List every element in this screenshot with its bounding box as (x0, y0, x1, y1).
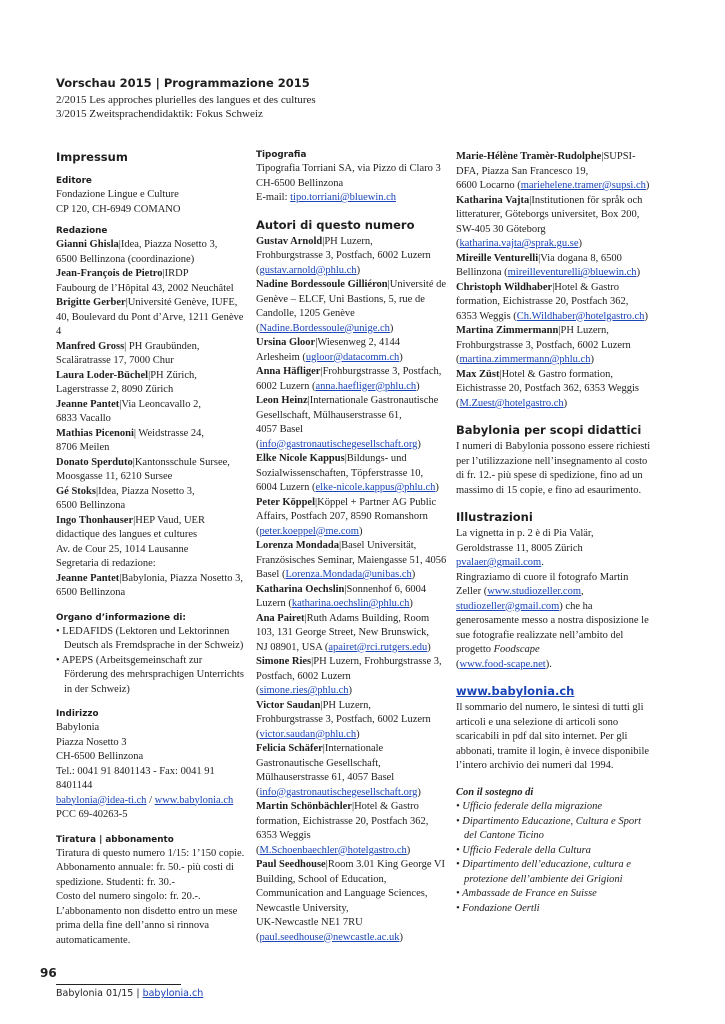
author-email-link[interactable]: info@gastronautischegesellschaft.org (259, 786, 418, 798)
sostegno-item: • Dipartimento dell’educazione, cultura e protezione dell’ambiente dei Grigioni (456, 859, 631, 885)
author-address: PH Luzern, Frohburgstrasse 3, Postfach, 6002 Luzern (256, 699, 431, 725)
illustrazioni-text-part: Ringraziamo di cuore il fotografo Martin Zeller ( (456, 571, 629, 597)
author-email-link[interactable]: ugloor@datacomm.ch (305, 351, 400, 363)
project-name: Foodscape (493, 644, 540, 655)
illustrazioni-text-part: . (541, 557, 544, 568)
redazione-list (56, 238, 246, 557)
indirizzo-label: Indirizzo (56, 709, 99, 719)
segretaria-line: Segretaria di redazione: (56, 558, 156, 569)
author-address: Hotel & Gastro formation, Eichistrasse 20, Postfach 362, 6353 Weggis (256, 801, 429, 841)
author-entry: Max Züst|Hotel & Gastro formation, Eichistrasse 20, Postfach 362, 6353 Weggis (M.Zuest@hotelgastro.ch) (456, 368, 639, 409)
illustrazioni-text-part: , (581, 586, 584, 597)
sostegno-item: • Ambassade de France en Suisse (456, 888, 597, 899)
redazione-entry: Jeanne Pantet|Via Leoncavallo 2, 6833 Vacallo (56, 398, 201, 424)
segretaria-name: Jeanne Pantet (56, 572, 120, 584)
redazione-text: Idea, Piazza Nosetto 3, 6500 Bellinzona (56, 485, 195, 511)
author-name: Simone Ries (256, 656, 312, 667)
author-name: Katharina Oechslin (256, 583, 345, 595)
author-address: Köppel + Partner AG Public Affairs, Postfach 207, 8590 Romanshorn (256, 496, 437, 522)
author-entry: Paul Seedhouse|Room 3.01 King George VI Building, School of Education, Communication and Language Sciences, Newcastle University, UK-Newcastle NE1 7RU (paul.seedhouse@newcastle.ac.uk) (256, 859, 445, 943)
author-name: Lorenza Mondada (256, 540, 339, 551)
authors-list-continued (456, 150, 652, 411)
tipografia-label: Tipografia (256, 150, 307, 160)
redazione-entry: Jean-François de Pietro|IRDP Faubourg de l’Hôpital 43, 2002 Neuchâtel (56, 268, 234, 294)
segretaria-text: Babylonia, Piazza Nosetto 3, 6500 Bellinzona (56, 572, 244, 598)
author-name: Victor Saudan (256, 699, 321, 711)
author-address: Hotel & Gastro formation, Eichistrasse 20, Postfach 362, 6353 Weggis (456, 281, 629, 322)
authors-column (256, 150, 448, 945)
author-entry: Marie-Hélène Tramèr-Rudolphe|SUPSI-DFA, Piazza San Francesco 19, 6600 Locarno (mariehelene.tramer@supsi.ch) (456, 151, 650, 191)
tiratura-text: Tiratura di questo numero 1/15: 1’150 copie. Abbonamento annuale: fr. 50.- più costi di spedizione. Studenti: fr. 30.- Costo del numero singolo: fr. 20.-. L’abbonamento non disdetto entro un mese prima della fine dell’anno si rinnova automaticamente. (56, 847, 245, 946)
author-email-link[interactable]: Nadine.Bordessoule@unige.ch (259, 322, 390, 334)
redazione-entry: Mathias Picenoni| Weidstrasse 24, 8706 Meilen (56, 427, 205, 453)
author-address: PH Luzern, Frohburgstrasse 3, Postfach, 6002 Luzern (456, 325, 631, 351)
footer-journal: Babylonia 01/15 | (56, 988, 143, 999)
author-address: Basel Universität, Französisches Seminar, Maiengasse 51, 4056 Basel (256, 540, 447, 580)
author-name: Felicia Schäfer (256, 743, 323, 754)
author-address: PH Luzern, Frohburgstrasse 3, Postfach, 6002 Luzern (256, 656, 442, 682)
author-address: Bildungs- und Sozialwissenschaften, Töpferstrasse 10, 6004 Luzern (256, 453, 424, 493)
author-address: Ruth Adams Building, Room 103, 131 George Street, New Brunswick, NJ 08901, USA (256, 612, 430, 653)
author-email-link[interactable]: martina.zimmermann@phlu.ch (459, 354, 591, 365)
redazione-name: Manfred Gross (56, 340, 125, 352)
indirizzo-email-link[interactable]: babylonia@idea-ti.ch (56, 794, 147, 806)
author-entry: Leon Heinz|Internationale Gastronautische Gesellschaft, Mülhauserstrasse 61, 4057 Basel (info@gastronautischegesellschaft.org) (256, 395, 439, 450)
author-name: Mireille Venturelli (456, 252, 539, 264)
illustrazioni-text-part: La vignetta in p. 2 è di Pia Valär, Geroldstrasse 11, 8005 Zürich (456, 528, 594, 554)
redazione-entry: Manfred Gross| PH Graubünden, Scaläratrasse 17, 7000 Chur (56, 340, 200, 366)
impressum-heading: Impressum (56, 150, 128, 164)
redazione-entry: Laura Loder-Büchel|PH Zürich, Lagerstrasse 2, 8090 Zürich (56, 369, 197, 395)
tipografia-text (256, 162, 448, 206)
redazione-text: Université Genève, IUFE, 40, Boulevard du Pont d’Arve, 1211 Genève 4 (56, 297, 244, 337)
organo-label: Organo d’informazione di: (56, 612, 186, 623)
authors-list (256, 235, 448, 946)
author-email-link[interactable]: paul.seedhouse@newcastle.ac.uk (259, 931, 400, 943)
illustrazioni-text (456, 527, 652, 672)
redazione-entry: Donato Sperduto|Kantonsschule Sursee, Moosgasse 11, 6210 Sursee (56, 456, 230, 482)
indirizzo-web-link[interactable]: www.babylonia.ch (154, 794, 234, 806)
didattici-text: I numeri di Babylonia possono essere richiesti per l’utilizzazione nell’insegnamento al costo di fr. 12.- più spese di spedizione, fino ad un massimo di 15 copie, e fino ad esaurimento. (456, 441, 651, 496)
redazione-text: Idea, Piazza Nosetto 3, 6500 Bellinzona (coordinazione) (56, 239, 218, 265)
author-email-link[interactable]: mireilleventurelli@bluewin.ch (507, 267, 637, 278)
redazione-name: Donato Sperduto (56, 456, 133, 468)
author-entry: Simone Ries|PH Luzern, Frohburgstrasse 3, Postfach, 6002 Luzern (simone.ries@phlu.ch) (256, 656, 442, 696)
studiozeller-email-link[interactable]: studiozeller@gmail.com (456, 600, 560, 612)
author-name: Leon Heinz (256, 395, 308, 406)
illustrazioni-text-part: ( (456, 658, 460, 670)
tiratura-label: Tiratura | abbonamento (56, 834, 174, 845)
didattici-heading: Babylonia per scopi didattici (456, 423, 642, 437)
author-name: Gustav Arnold (256, 235, 323, 247)
author-address: Université de Genève – ELCF, Uni Bastions, 5, rue de Candolle, 1205 Genève (256, 279, 447, 319)
author-entry: Elke Nicole Kappus|Bildungs- und Sozialwissenschaften, Töpferstrasse 10, 6004 Luzern (elke-nicole.kappus@phlu.ch) (256, 453, 439, 493)
page-number: 96 (40, 966, 57, 980)
redazione-text: IRDP Faubourg de l’Hôpital 43, 2002 Neuchâtel (56, 268, 234, 294)
author-address: Internationale Gastronautische Gesellschaft, Mülhauserstrasse 61, 4057 Basel (256, 395, 439, 435)
author-address: Via dogana 8, 6500 Bellinzona (456, 252, 622, 278)
sostegno-heading: Con il sostegno di (456, 786, 534, 798)
info-column (456, 150, 652, 916)
sostegno-list (456, 800, 652, 916)
author-name: Christoph Wildhaber (456, 281, 553, 293)
organo-item: • LEDAFIDS (Lektoren und Lektorinnen Deutsch als Fremdsprache in der Schweiz) (56, 625, 244, 651)
illustrazioni-text-part: ). (545, 658, 552, 670)
author-address: Frohburgstrasse 3, Postfach, 6002 Luzern (256, 366, 442, 392)
redazione-name: Gé Stoks (56, 485, 96, 497)
author-address: Room 3.01 King George VI Building, School of Education, Communication and Language Sciences, Newcastle University, UK-Newcastle NE1 7RU (256, 859, 445, 928)
author-address: SUPSI-DFA, Piazza San Francesco 19, 6600 Locarno (456, 151, 636, 191)
editore-text: Fondazione Lingue e Culture CP 120, CH-6949 COMANO (56, 189, 181, 215)
redazione-text: Via Leoncavallo 2, 6833 Vacallo (56, 398, 201, 424)
author-entry: Martin Schönbächler|Hotel & Gastro formation, Eichistrasse 20, Postfach 362, 6353 Weggis (M.Schoenbaechler@hotelgastro.ch) (256, 801, 429, 856)
tipografia-email-link[interactable]: tipo.torriani@bluewin.ch (290, 192, 397, 203)
website-heading-link[interactable]: www.babylonia.ch (456, 684, 575, 698)
redazione-label: Redazione (56, 226, 108, 236)
author-name: Katharina Vajta (456, 194, 530, 206)
redazione-text: Kantonsschule Sursee, Moosgasse 11, 6210 Sursee (56, 456, 230, 482)
redazione-entry: Gé Stoks|Idea, Piazza Nosetto 3, 6500 Bellinzona (56, 485, 195, 511)
redazione-name: Ingo Thonhauser (56, 514, 134, 526)
organo-item: • APEPS (Arbeitsgemeinschaft zur Förderung des mehrsprachigen Unterrichts in der Schweiz) (56, 654, 244, 695)
author-address: PH Luzern, Frohburgstrasse 3, Postfach, 6002 Luzern (256, 235, 431, 261)
author-name: Martin Schönbächler (256, 801, 352, 812)
author-name: Anna Häfliger (256, 366, 321, 377)
author-address: Internationale Gastronautische Gesellschaft, Mülhauserstrasse 61, 4057 Basel (256, 743, 395, 783)
author-email-link[interactable]: katharina.oechslin@phlu.ch (291, 598, 410, 609)
author-email-link[interactable]: simone.ries@phlu.ch (259, 685, 349, 696)
indirizzo-text: Babylonia Piazza Nosetto 3 CH-6500 Bellinzona Tel.: 0041 91 8401143 - Fax: 0041 91 8401144 (56, 722, 215, 791)
redazione-name: Mathias Picenoni (56, 427, 134, 439)
author-name: Martina Zimmermann (456, 325, 559, 336)
footer-divider (56, 984, 181, 985)
author-entry: Felicia Schäfer|Internationale Gastronautische Gesellschaft, Mülhauserstrasse 61, 4057 Basel (info@gastronautischegesellschaft.org) (256, 743, 421, 798)
author-entry: Katharina Oechslin|Sonnenhof 6, 6004 Luzern (katharina.oechslin@phlu.ch) (256, 583, 427, 609)
author-name: Ana Pairet (256, 612, 305, 624)
author-email-link[interactable]: gustav.arnold@phlu.ch (259, 264, 357, 276)
author-email-link[interactable]: anna.haefliger@phlu.ch (315, 380, 417, 392)
redazione-text: HEP Vaud, UER didactique des langues et cultures Av. de Cour 25, 1014 Lausanne (56, 514, 205, 555)
redazione-text: Weidstrasse 24, 8706 Meilen (56, 427, 205, 453)
author-entry: Victor Saudan|PH Luzern, Frohburgstrasse 3, Postfach, 6002 Luzern (victor.saudan@phlu.ch) (256, 699, 431, 740)
author-address: Wiesenweg 2, 4144 Arlesheim (256, 337, 401, 363)
author-email-link[interactable]: katharina.vajta@sprak.gu.se (459, 238, 579, 249)
author-name: Nadine Bordessoule Gilliéron (256, 279, 388, 290)
redazione-name: Jeanne Pantet (56, 398, 120, 410)
author-address: Hotel & Gastro formation, Eichistrasse 20, Postfach 362, 6353 Weggis (456, 368, 639, 394)
studiozeller-web-link[interactable]: www.studiozeller.com (487, 586, 581, 597)
author-entry: Anna Häfliger|Frohburgstrasse 3, Postfach, 6002 Luzern (anna.haefliger@phlu.ch) (256, 366, 442, 392)
tipografia-address: Tipografia Torriani SA, via Pizzo di Claro 3 CH-6500 Bellinzona E-mail: (256, 163, 441, 203)
author-name: Max Züst (456, 368, 500, 380)
preview-section (56, 76, 656, 121)
author-email-link[interactable]: apairet@rci.rutgers.edu (328, 641, 428, 653)
sostegno-item: • Ufficio Federale della Cultura (456, 844, 591, 856)
indirizzo-links (56, 794, 246, 809)
redazione-entry: Brigitte Gerber|Université Genève, IUFE, 40, Boulevard du Pont d’Arve, 1211 Genève 4 (56, 297, 244, 337)
indirizzo-separator: / (146, 794, 155, 806)
sostegno-item: • Ufficio federale della migrazione (456, 801, 602, 812)
author-entry: Gustav Arnold|PH Luzern, Frohburgstrasse 3, Postfach, 6002 Luzern (gustav.arnold@phlu.ch) (256, 235, 431, 276)
author-name: Marie-Hélène Tramèr-Rudolphe (456, 151, 602, 162)
author-entry: Mireille Venturelli|Via dogana 8, 6500 Bellinzona (mireilleventurelli@bluewin.ch) (456, 252, 641, 278)
preview-line: 2/2015 Les approches plurielles des langues et des cultures (56, 94, 316, 106)
author-email-link[interactable]: victor.saudan@phlu.ch (259, 728, 357, 740)
author-name: Ursina Gloor (256, 337, 316, 348)
author-entry: Peter Köppel|Köppel + Partner AG Public Affairs, Postfach 207, 8590 Romanshorn (peter.koeppel@me.com) (256, 496, 437, 537)
redazione-name: Jean-François de Pietro (56, 268, 163, 279)
author-entry: Nadine Bordessoule Gilliéron|Université de Genève – ELCF, Uni Bastions, 5, rue de Candolle, 1205 Genève (Nadine.Bordessoule@unige.ch) (256, 279, 447, 334)
redazione-entry: Ingo Thonhauser|HEP Vaud, UER didactique des langues et cultures Av. de Cour 25, 1014 Lausanne (56, 514, 205, 555)
author-email-link[interactable]: M.Zuest@hotelgastro.ch (459, 397, 564, 409)
redazione-text: PH Zürich, Lagerstrasse 2, 8090 Zürich (56, 369, 197, 395)
illustrazioni-heading: Illustrazioni (456, 510, 533, 524)
segretaria-entry: Jeanne Pantet|Babylonia, Piazza Nosetto 3, 6500 Bellinzona (56, 572, 244, 598)
footer (56, 988, 203, 999)
preview-title: Vorschau 2015 | Programmazione 2015 (56, 76, 310, 90)
foodscape-web-link[interactable]: www.food-scape.net (459, 658, 546, 670)
redazione-name: Gianni Ghisla (56, 239, 119, 250)
author-email-link[interactable]: M.Schoenbaechler@hotelgastro.ch (259, 844, 407, 856)
author-entry: Lorenza Mondada|Basel Universität, Französisches Seminar, Maiengasse 51, 4056 Basel (Lorenza.Mondada@unibas.ch) (256, 540, 447, 580)
author-entry: Ana Pairet|Ruth Adams Building, Room 103, 131 George Street, New Brunswick, NJ 08901, USA (apairet@rci.rutgers.edu) (256, 612, 431, 653)
author-email-link[interactable]: Lorenza.Mondada@unibas.ch (285, 569, 412, 580)
author-email-link[interactable]: Ch.Wildhaber@hotelgastro.ch (516, 310, 645, 322)
author-address: Institutionen för språk och litteraturer, Göteborgs universitet, Box 200, SW-405 30 Göteborg (456, 194, 643, 235)
author-name: Elke Nicole Kappus (256, 453, 345, 464)
author-name: Paul Seedhouse (256, 859, 326, 870)
author-email-link[interactable]: elke-nicole.kappus@phlu.ch (315, 482, 436, 493)
redazione-text: PH Graubünden, Scaläratrasse 17, 7000 Chur (56, 340, 200, 366)
author-email-link[interactable]: info@gastronautischegesellschaft.org (259, 438, 418, 450)
redazione-name: Laura Loder-Büchel (56, 369, 149, 381)
redazione-entry: Gianni Ghisla|Idea, Piazza Nosetto 3, 6500 Bellinzona (coordinazione) (56, 239, 218, 265)
author-entry: Katharina Vajta|Institutionen för språk och litteraturer, Göteborgs universitet, Box 200, SW-405 30 Göteborg (katharina.vajta@sprak.gu.se) (456, 194, 643, 249)
sostegno-item: • Dipartimento Educazione, Cultura e Sport del Cantone Ticino (456, 815, 642, 841)
author-entry: Ursina Gloor|Wiesenweg 2, 4144 Arlesheim (ugloor@datacomm.ch) (256, 337, 403, 363)
illustrazioni-text-part: ) che ha generosamente messo a nostra disposizione le sue fotografie realizzate nell’ambito del progetto (456, 600, 649, 655)
indirizzo-pcc: PCC 69-40263-5 (56, 809, 128, 820)
website-text: Il sommario del numero, le sintesi di tutti gli articoli e una selezione di articoli sono scaricabili in pdf dal sito internet. Per gli abbonati, tramite il login, è invece disponibile l’intero archivio dei numeri dal 1994. (456, 702, 650, 771)
author-email-link[interactable]: mariehelene.tramer@supsi.ch (520, 180, 646, 191)
author-address: Sonnenhof 6, 6004 Luzern (256, 583, 427, 609)
autori-heading: Autori di questo numero (256, 217, 415, 232)
author-entry: Martina Zimmermann|PH Luzern, Frohburgstrasse 3, Postfach, 6002 Luzern (martina.zimmermann@phlu.ch) (456, 325, 631, 365)
preview-line: 3/2015 Zweitsprachendidaktik: Fokus Schweiz (56, 108, 263, 120)
redazione-name: Brigitte Gerber (56, 297, 126, 308)
editore-label: Editore (56, 176, 92, 186)
footer-site-link[interactable]: babylonia.ch (142, 988, 204, 999)
author-entry: Christoph Wildhaber|Hotel & Gastro formation, Eichistrasse 20, Postfach 362, 6353 Weggis (Ch.Wildhaber@hotelgastro.ch) (456, 281, 648, 322)
sostegno-item: • Fondazione Oertli (456, 902, 540, 914)
author-email-link[interactable]: peter.koeppel@me.com (259, 525, 359, 537)
impressum-column (56, 150, 246, 948)
author-name: Peter Köppel (256, 496, 316, 508)
illustrazioni-email-link[interactable]: pvalaer@gmail.com (456, 557, 542, 568)
